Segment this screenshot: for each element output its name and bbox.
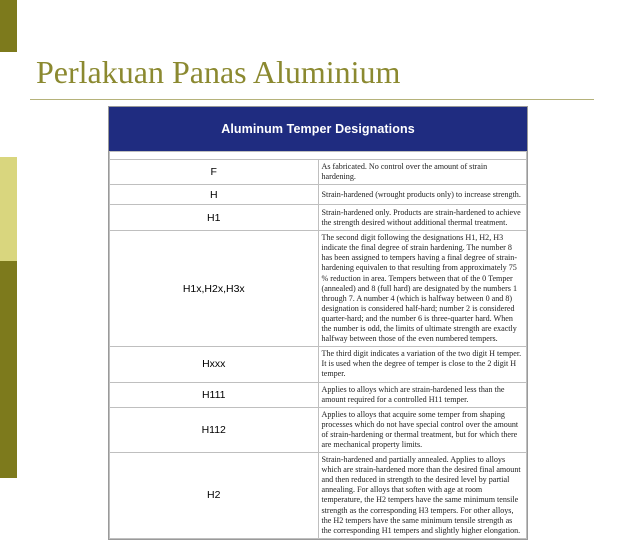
table-row xyxy=(110,407,527,452)
temper-code: H111 xyxy=(110,382,319,407)
temper-description: Strain-hardened only. Products are strain-hardened to achieve the strength desired without additional thermal treatment. xyxy=(318,205,527,231)
temper-description: Strain-hardened (wrought products only) to increase strength. xyxy=(318,185,527,205)
slide-title: Perlakuan Panas Aluminium xyxy=(36,54,401,90)
table-spacer xyxy=(110,152,527,160)
table-row xyxy=(110,185,527,205)
temper-code: F xyxy=(110,160,319,185)
temper-description: The second digit following the designations H1, H2, H3 indicate the final degree of strain hardening. The number 8 has been assigned to tempers having a final degree of strain-hardening equivalen to that resulting from approximately 75 % reduction in area. Tempers between that of the 0 Temper (annealed) and 8 (full hard) are designated by the numbers 1 through 7. A number 4 (which is halfway between 0 and 8) designation is considered half-hard; number 2 is considered quarter-hard; and the number 6 is three-quarter hard. When the number is odd, the limits of ultimate strength are exactly halfway between those of the even numbered tempers. xyxy=(318,231,527,347)
sidebar-block-light xyxy=(0,157,17,261)
temper-code: H1x,H2x,H3x xyxy=(110,231,319,347)
temper-code: H xyxy=(110,185,319,205)
temper-code: H1 xyxy=(110,205,319,231)
sidebar-block-dark-bottom xyxy=(0,261,17,478)
table-heading: Aluminum Temper Designations xyxy=(109,107,527,151)
temper-description: Applies to alloys which are strain-hardened less than the amount required for a controlled H11 temper. xyxy=(318,382,527,407)
table-row xyxy=(110,205,527,231)
temper-code: H112 xyxy=(110,407,319,452)
slide-sidebar xyxy=(0,0,17,478)
temper-description: Applies to alloys that acquire some temper from shaping processes which do not have special control over the amount of strain-hardening or thermal treatment, but for which there are mechanical property limits. xyxy=(318,407,527,452)
sidebar-block-dark-top xyxy=(0,0,17,52)
table-row xyxy=(110,453,527,539)
table-row xyxy=(110,382,527,407)
temper-code: Hxxx xyxy=(110,347,319,382)
table-row xyxy=(110,160,527,185)
temper-description: Strain-hardened and partially annealed. Applies to alloys which are strain-hardened more than the desired final amount and then reduced in strength to the desired level by partial annealing. For alloys that soften with age at room temperature, the H2 tempers have the same minimum tensile strength as the corresponding H3 tempers. For other alloys, the H2 tempers have the same minimum tensile strength as the corresponding H1 tempers and slightly higher elongation. xyxy=(318,453,527,539)
sidebar-block-white xyxy=(0,52,17,157)
temper-description: The third digit indicates a variation of the two digit H temper. It is used when the degree of temper is close to the 2 digit H temper. xyxy=(318,347,527,382)
table-row xyxy=(110,347,527,382)
temper-description: As fabricated. No control over the amount of strain hardening. xyxy=(318,160,527,185)
temper-table-body xyxy=(109,151,527,539)
temper-code: H2 xyxy=(110,453,319,539)
table-row xyxy=(110,231,527,347)
title-underline xyxy=(30,99,594,100)
temper-table xyxy=(108,106,528,540)
